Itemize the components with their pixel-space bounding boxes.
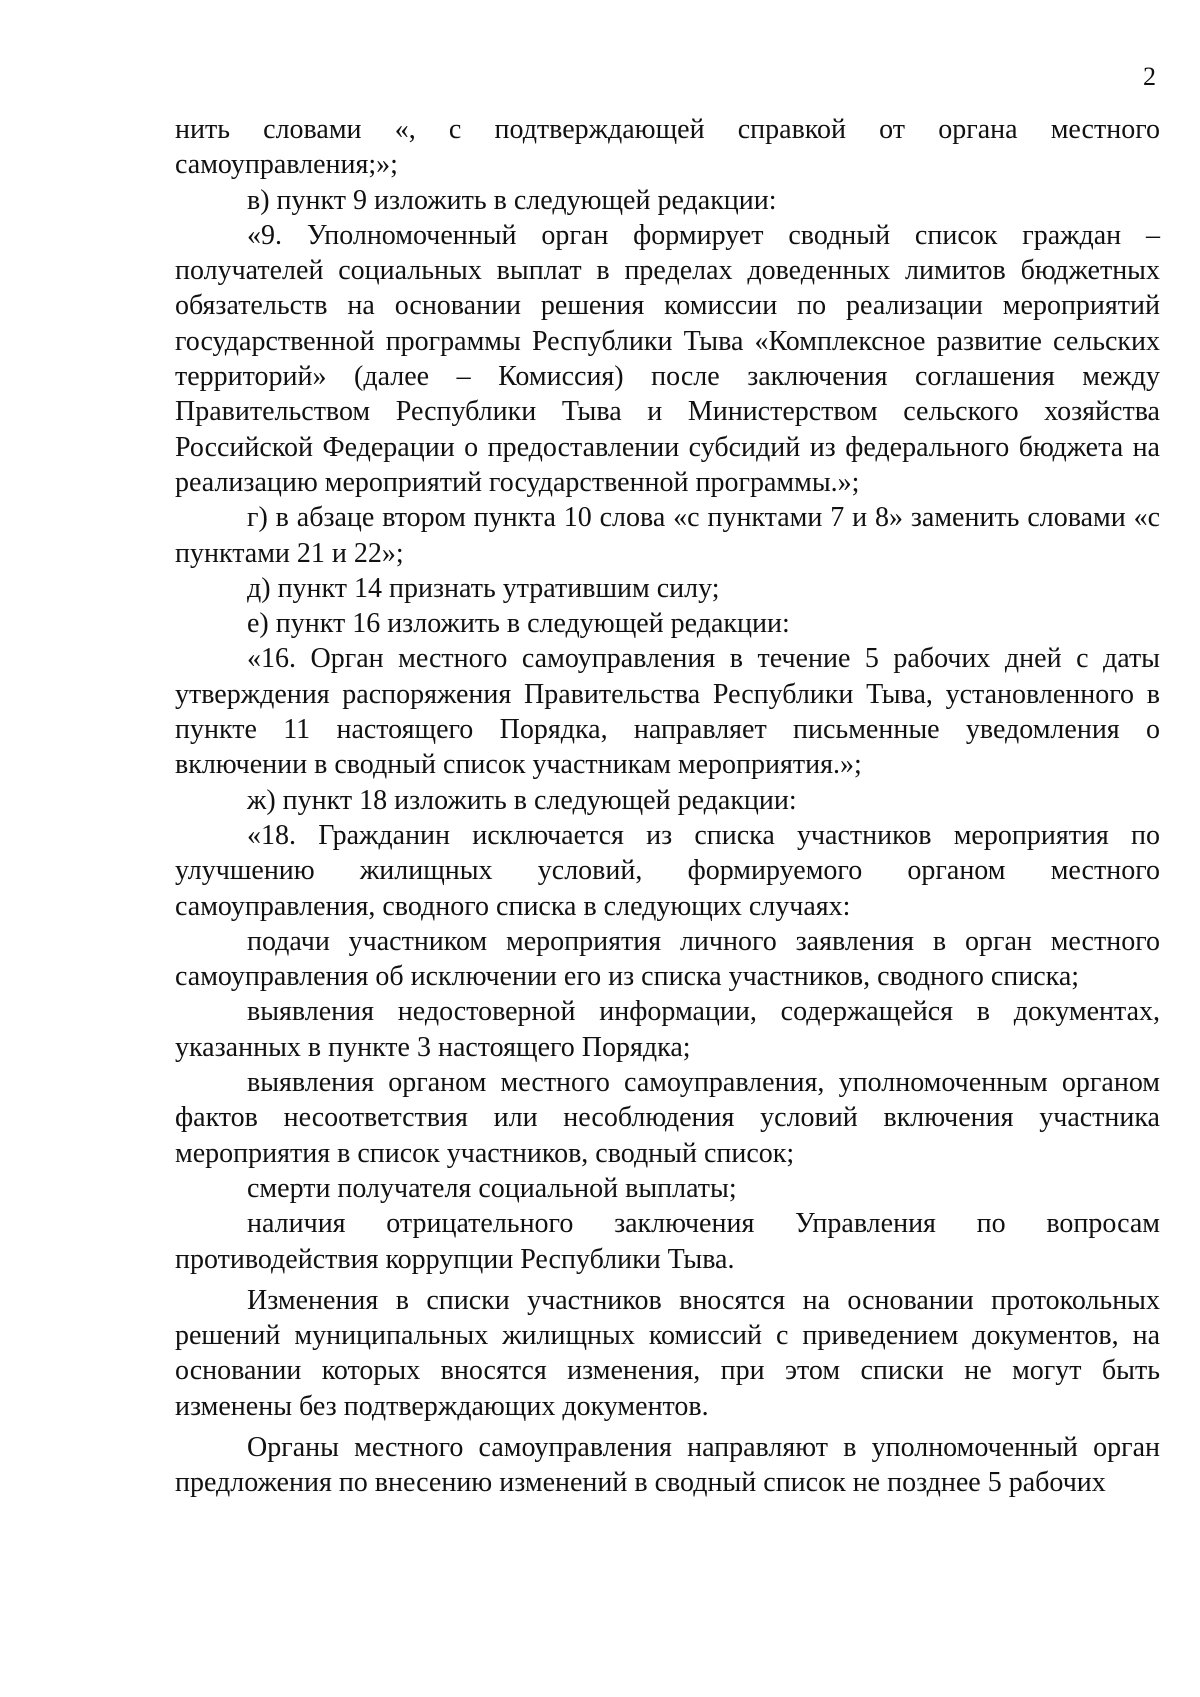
- paragraph-case-false-info: выявления недостоверной информации, содержащейся в документах, указанных в пункте 3 настоящего Порядка;: [175, 996, 1160, 1063]
- paragraph-clause-18: «18. Гражданин исключается из списка участников мероприятия по улучшению жилищных условий, формируемого органом местного самоуправления, сводного списка в следующих случаях:: [175, 819, 1160, 922]
- paragraph-case-death: смерти получателя социальной выплаты;: [247, 1172, 737, 1204]
- paragraph-clause-16: «16. Орган местного самоуправления в течение 5 рабочих дней с даты утверждения распоряжения Правительства Республики Тыва, установленного в пункте 11 настоящего Порядка, направляет письменные уведомления о включении в сводный список участникам мероприятия.»;: [175, 643, 1160, 781]
- paragraph-item-d: д) пункт 14 признать утратившим силу;: [247, 572, 720, 604]
- page-number: 2: [1143, 62, 1156, 91]
- paragraph-case-corruption: наличия отрицательного заключения Управления по вопросам противодействия коррупции Республики Тыва.: [175, 1208, 1160, 1275]
- paragraph-continuation: нить словами «, с подтверждающей справкой от органа местного самоуправления;»;: [175, 114, 1160, 181]
- paragraph-item-g: г) в абзаце втором пункта 10 слова «с пунктами 7 и 8» заменить словами «с пунктами 21 и 22»;: [175, 502, 1160, 569]
- paragraph-clause-9: «9. Уполномоченный орган формирует сводный список граждан – получателей социальных выплат в пределах доведенных лимитов бюджетных обязательств на основании решения комиссии по реализации мероприятий государственной программы Республики Тыва «Комплексное развитие сельских территорий» (далее – Комиссия) после заключения соглашения между Правительством Республики Тыва и Министерством сельского хозяйства Российской Федерации о предоставлении субсидий из федерального бюджета на реализацию мероприятий государственной программы.»;: [175, 219, 1160, 498]
- paragraph-case-noncompliance: выявления органом местного самоуправления, уполномоченным органом фактов несоответствия или несоблюдения условий включения участника мероприятия в список участников, сводный список;: [175, 1067, 1160, 1169]
- paragraph-item-e: е) пункт 16 изложить в следующей редакции:: [247, 608, 790, 640]
- paragraph-proposals: Органы местного самоуправления направляют в уполномоченный орган предложения по внесению изменений в сводный список не позднее 5 рабочих: [175, 1431, 1160, 1499]
- paragraph-item-zh: ж) пункт 18 изложить в следующей редакции:: [247, 784, 797, 816]
- paragraph-item-v: в) пункт 9 изложить в следующей редакции:: [247, 184, 777, 216]
- document-body: [175, 112, 1160, 1501]
- paragraph-case-application: подачи участником мероприятия личного заявления в орган местного самоуправления об исключении его из списка участников, сводного списка;: [175, 925, 1160, 993]
- paragraph-changes: Изменения в списки участников вносятся на основании протокольных решений муниципальных жилищных комиссий с приведением документов, на основании которых вносятся изменения, при этом списки не могут быть изменены без подтверждающих документов.: [175, 1284, 1160, 1422]
